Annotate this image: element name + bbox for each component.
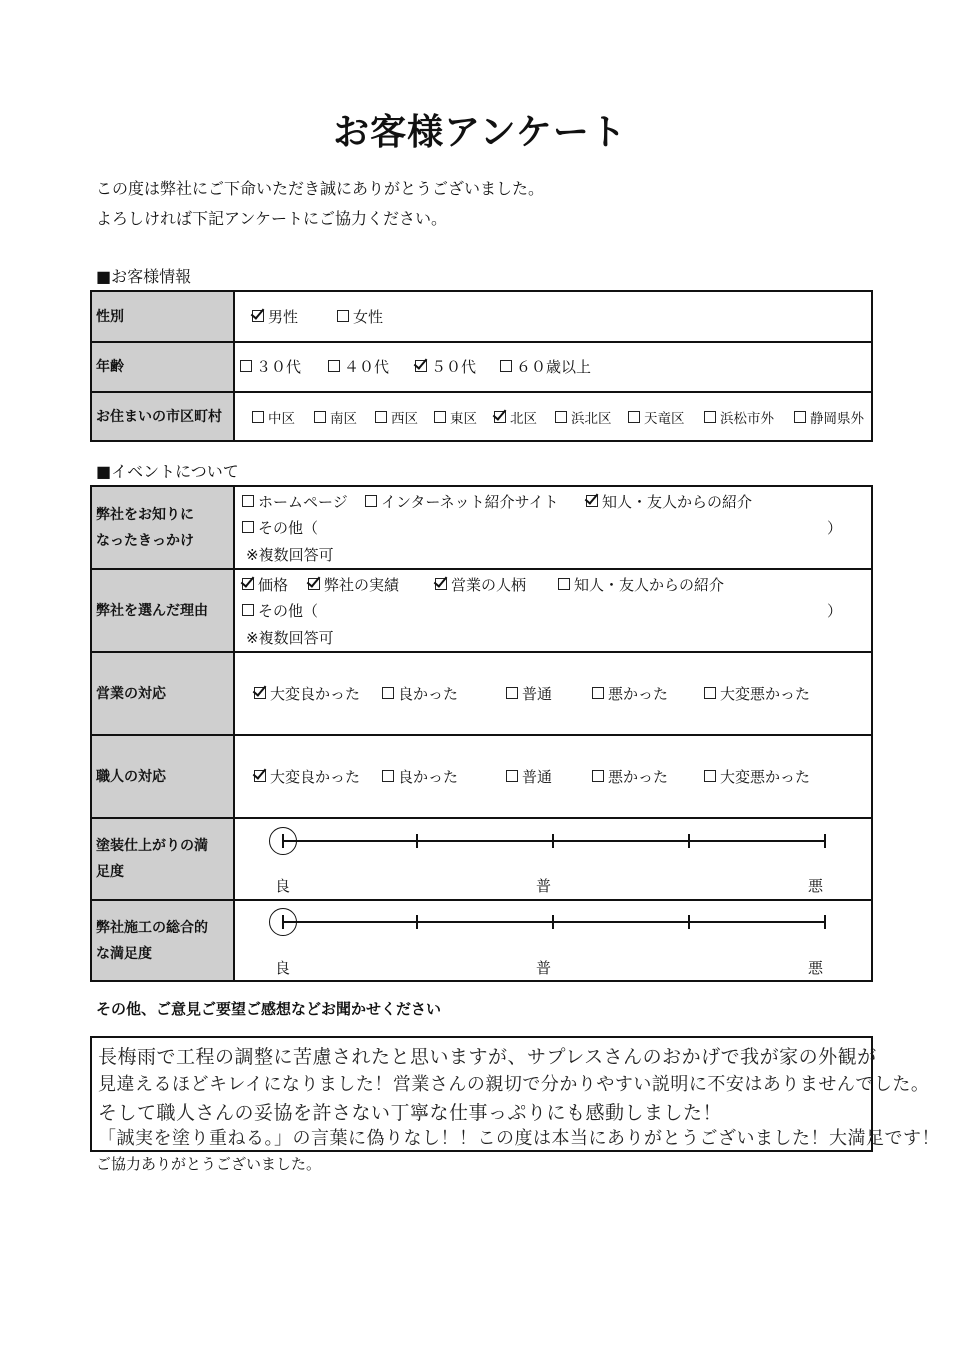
- checkbox[interactable]: [704, 687, 716, 699]
- craftsman-option-bad[interactable]: 悪かった: [592, 766, 668, 787]
- source-option-referral[interactable]: 知人・友人からの紹介: [586, 491, 752, 512]
- craftsman-option-very-good[interactable]: 大変良かった: [254, 766, 360, 787]
- checkbox[interactable]: [328, 360, 340, 372]
- reason-other-close-paren: ）: [827, 602, 843, 620]
- checkbox[interactable]: [242, 578, 254, 590]
- checkbox[interactable]: [242, 495, 254, 507]
- source-label: 弊社をお知りに なったきっかけ: [92, 487, 235, 568]
- source-other-close-paren: ）: [827, 519, 843, 537]
- checkbox[interactable]: [308, 578, 320, 590]
- gender-row: [92, 292, 871, 343]
- checkbox[interactable]: [254, 770, 266, 782]
- scale-tick: [552, 915, 554, 929]
- scale-tick: [416, 834, 418, 848]
- checkbox[interactable]: [555, 411, 567, 423]
- checkbox[interactable]: [506, 687, 518, 699]
- closing-message: ご協力ありがとうございました。: [96, 1155, 322, 1173]
- reason-note: ※複数回答可: [246, 629, 334, 647]
- age-option-60plus[interactable]: ６０歳以上: [500, 356, 591, 377]
- age-option-30s[interactable]: ３０代: [240, 356, 301, 377]
- reason-option-sales-personality[interactable]: 営業の人柄: [435, 574, 526, 595]
- comment-line-4: 「誠実を塗り重ねる。」の言葉に偽りなし！！この度は本当にありがとうございました！大満足です！: [98, 1128, 940, 1149]
- reason-option-referral[interactable]: 知人・友人からの紹介: [558, 574, 724, 595]
- checkbox[interactable]: [794, 411, 806, 423]
- source-option-homepage[interactable]: ホームページ: [242, 491, 348, 512]
- scale-tick: [688, 834, 690, 848]
- checkbox[interactable]: [382, 770, 394, 782]
- gender-option-male[interactable]: 男性: [252, 306, 298, 327]
- comments-box[interactable]: [90, 1036, 940, 1152]
- event-section-title: ■イベントについて: [96, 462, 239, 481]
- overall-satisfaction-row: [92, 901, 871, 980]
- residence-option-nishi[interactable]: 西区: [375, 407, 418, 427]
- checkbox[interactable]: [337, 310, 349, 322]
- residence-option-tenryu[interactable]: 天竜区: [628, 407, 685, 427]
- checkbox[interactable]: [382, 687, 394, 699]
- comment-line-2: 見違えるほどキレイになりました！営業さんの親切で分かりやすい説明に不安はありませんでした。: [98, 1074, 930, 1095]
- residence-row: [92, 393, 871, 440]
- sales-option-very-bad[interactable]: 大変悪かった: [704, 683, 810, 704]
- source-row: [92, 487, 871, 570]
- comment-line-1: 長梅雨で工程の調整に苦慮されたと思いますが、サプレスさんのおかげで我が家の外観が: [98, 1046, 877, 1068]
- scale-label-bad: 悪: [808, 959, 824, 977]
- scale-label-average: 普: [536, 959, 552, 977]
- source-note: ※複数回答可: [246, 546, 334, 564]
- checkbox[interactable]: [434, 411, 446, 423]
- sales-response-label: 営業の対応: [92, 653, 235, 734]
- scale-label-bad: 悪: [808, 877, 824, 895]
- scale-tick: [688, 915, 690, 929]
- checkbox[interactable]: [500, 360, 512, 372]
- scale-label-good: 良: [275, 959, 291, 977]
- scale-tick: [416, 915, 418, 929]
- age-label: 年齢: [92, 343, 235, 391]
- checkbox[interactable]: [240, 360, 252, 372]
- residence-option-naka[interactable]: 中区: [252, 407, 295, 427]
- craftsman-option-good[interactable]: 良かった: [382, 766, 458, 787]
- age-row: [92, 343, 871, 393]
- checkbox[interactable]: [592, 687, 604, 699]
- overall-scale-line: [282, 921, 826, 923]
- checkbox[interactable]: [242, 604, 254, 616]
- scale-tick: [824, 834, 826, 848]
- reason-option-other[interactable]: その他（: [242, 600, 318, 621]
- checkbox[interactable]: [375, 411, 387, 423]
- residence-option-higashi[interactable]: 東区: [434, 407, 477, 427]
- age-option-40s[interactable]: ４０代: [328, 356, 389, 377]
- checkbox[interactable]: [506, 770, 518, 782]
- reason-label: 弊社を選んだ理由: [92, 570, 235, 651]
- scale-label-good: 良: [275, 877, 291, 895]
- intro-line-1: この度は弊社にご下命いただき誠にありがとうございました。: [96, 179, 545, 198]
- intro-line-2: よろしければ下記アンケートにご協力ください。: [96, 209, 448, 228]
- residence-option-outside-hamamatsu[interactable]: 浜松市外: [704, 407, 774, 427]
- paint-finish-row: [92, 819, 871, 901]
- reason-option-track-record[interactable]: 弊社の実績: [308, 574, 399, 595]
- checkbox[interactable]: [704, 411, 716, 423]
- reason-option-price[interactable]: 価格: [242, 574, 288, 595]
- checkbox[interactable]: [242, 521, 254, 533]
- checkbox[interactable]: [558, 578, 570, 590]
- sales-option-bad[interactable]: 悪かった: [592, 683, 668, 704]
- paint-finish-scale-line: [282, 840, 826, 842]
- age-option-50s[interactable]: ５０代: [415, 356, 476, 377]
- checkbox[interactable]: [628, 411, 640, 423]
- scale-tick: [824, 915, 826, 929]
- sales-option-average[interactable]: 普通: [506, 683, 552, 704]
- craftsman-option-very-bad[interactable]: 大変悪かった: [704, 766, 810, 787]
- scale-label-average: 普: [536, 877, 552, 895]
- source-option-internet-site[interactable]: インターネット紹介サイト: [365, 491, 559, 512]
- page-title: お客様アンケート: [333, 112, 627, 153]
- checkbox[interactable]: [494, 411, 506, 423]
- reason-row: [92, 570, 871, 653]
- paint-finish-label: 塗装仕上がりの満 足度: [92, 819, 235, 899]
- sales-response-row: [92, 653, 871, 736]
- sales-option-very-good[interactable]: 大変良かった: [254, 683, 360, 704]
- checkbox[interactable]: [415, 360, 427, 372]
- craftsman-response-row: [92, 736, 871, 819]
- checkbox[interactable]: [314, 411, 326, 423]
- checkbox[interactable]: [704, 770, 716, 782]
- checkbox[interactable]: [252, 411, 264, 423]
- craftsman-response-label: 職人の対応: [92, 736, 235, 817]
- overall-selected-circle[interactable]: [269, 908, 297, 936]
- gender-label: 性別: [92, 292, 235, 341]
- paint-finish-selected-circle[interactable]: [269, 827, 297, 855]
- residence-option-hamakita[interactable]: 浜北区: [555, 407, 612, 427]
- residence-option-outside-shizuoka[interactable]: 静岡県外: [794, 407, 864, 427]
- residence-label: お住まいの市区町村: [92, 393, 235, 440]
- comment-line-3: そして職人さんの妥協を許さない丁寧な仕事っぷりにも感動しました！: [98, 1102, 723, 1124]
- checkbox[interactable]: [592, 770, 604, 782]
- source-option-other[interactable]: その他（: [242, 517, 318, 538]
- checkbox[interactable]: [365, 495, 377, 507]
- gender-option-female[interactable]: 女性: [337, 306, 383, 327]
- checkbox[interactable]: [254, 687, 266, 699]
- scale-tick: [552, 834, 554, 848]
- checkbox[interactable]: [252, 310, 264, 322]
- overall-satisfaction-label: 弊社施工の総合的 な満足度: [92, 901, 235, 980]
- checkbox[interactable]: [435, 578, 447, 590]
- checkbox[interactable]: [586, 495, 598, 507]
- customer-section-title: ■お客様情報: [96, 267, 192, 286]
- residence-option-kita[interactable]: 北区: [494, 407, 537, 427]
- sales-option-good[interactable]: 良かった: [382, 683, 458, 704]
- residence-option-minami[interactable]: 南区: [314, 407, 357, 427]
- event-table: [90, 485, 873, 982]
- comments-title: その他、ご意見ご要望ご感想などお聞かせください: [96, 1000, 442, 1018]
- customer-info-table: [90, 290, 873, 442]
- craftsman-option-average[interactable]: 普通: [506, 766, 552, 787]
